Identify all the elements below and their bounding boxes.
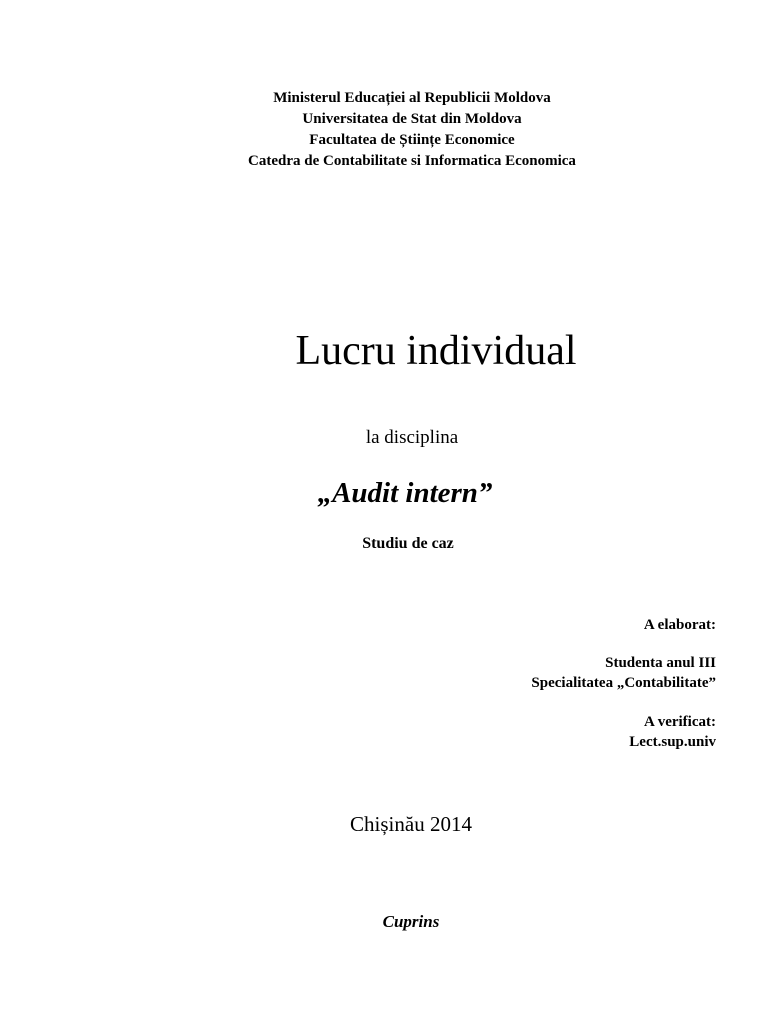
department-line: Catedra de Contabilitate si Informatica Economica <box>248 153 576 169</box>
ministry-line: Ministerul Educației al Republicii Moldova <box>273 90 551 106</box>
discipline-label: la disciplina <box>365 427 459 448</box>
student-year: Studenta anul III <box>605 655 716 671</box>
verified-label: A verificat: <box>643 714 716 730</box>
city-year: Chișinău 2014 <box>350 812 472 836</box>
contents-heading: Cuprins <box>382 912 440 931</box>
faculty-line: Facultatea de Științe Economice <box>309 132 515 148</box>
verifier-title: Lect.sup.univ <box>629 734 716 750</box>
document-title: Lucru individual <box>295 328 577 374</box>
university-line: Universitatea de Stat din Moldova <box>302 111 522 127</box>
institution-header <box>0 88 768 172</box>
verifier-info <box>629 712 716 752</box>
document-subtitle: Studiu de caz <box>362 535 454 552</box>
student-specialty: Specialitatea „Contabilitate” <box>531 675 716 691</box>
subject-title: „Audit intern” <box>317 477 493 509</box>
elaborated-label: A elaborat: <box>643 617 716 633</box>
student-info <box>531 653 716 693</box>
